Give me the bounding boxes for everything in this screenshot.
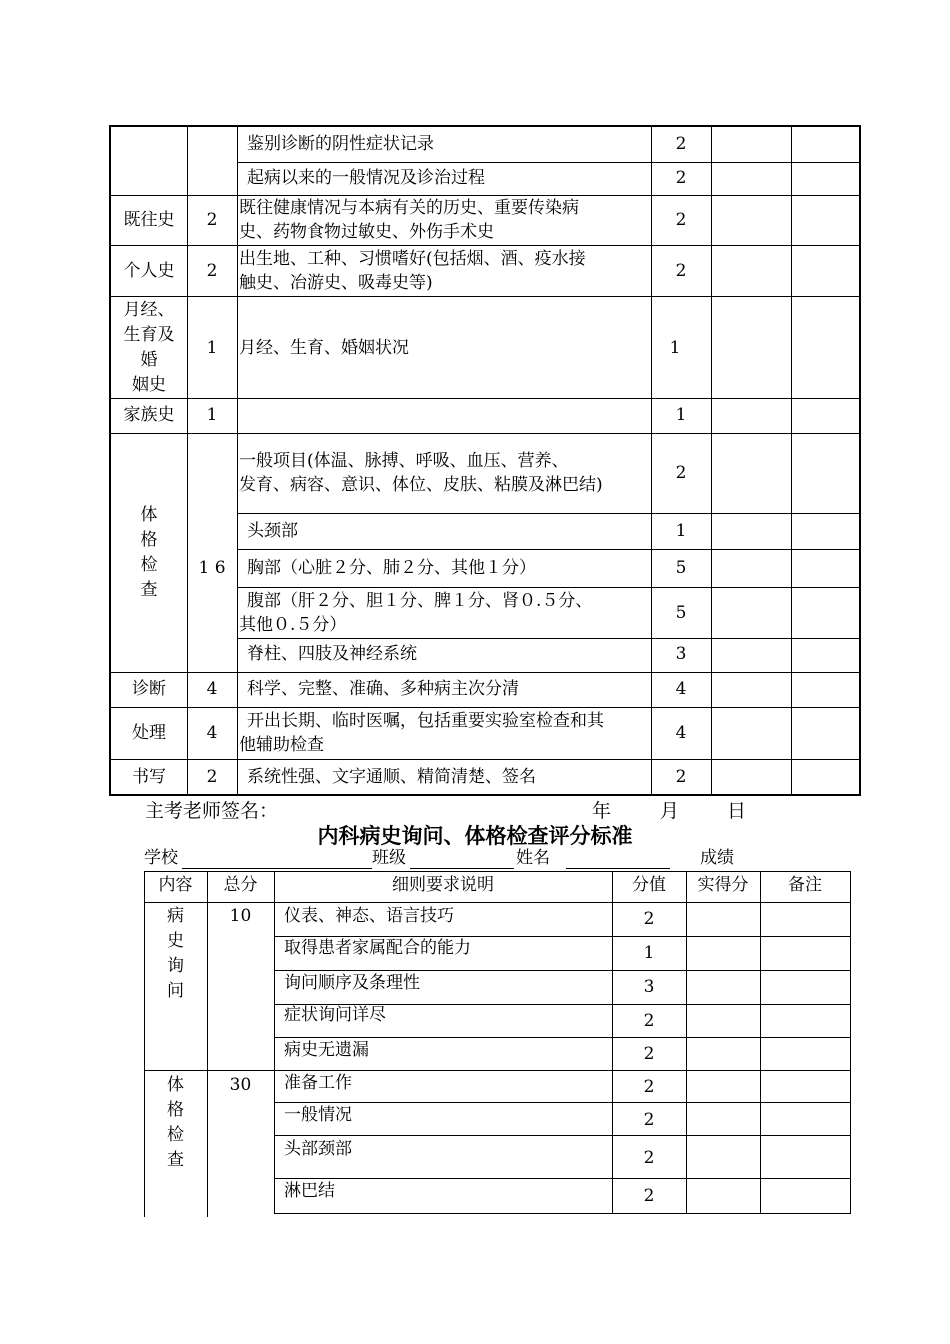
name-label: 姓名: [516, 848, 550, 868]
col-divider: [274, 871, 275, 1214]
row-divider: [144, 871, 851, 872]
score-value: 2: [675, 134, 687, 154]
header-criteria: 细则要求说明: [392, 875, 494, 895]
row-divider: [237, 513, 859, 514]
score-value: 4: [675, 679, 687, 699]
col-divider: [686, 871, 687, 1214]
total-score: 2: [206, 767, 218, 787]
criteria-text: 他辅助检查: [239, 735, 324, 755]
score-value: 4: [675, 723, 687, 743]
score-value: 2: [643, 909, 655, 929]
category-label: 问: [167, 981, 184, 1001]
row-divider: [237, 549, 859, 550]
row-divider: [144, 902, 851, 903]
score-value: 2: [675, 168, 687, 188]
header-total: 总分: [223, 875, 258, 895]
row-divider: [111, 296, 859, 297]
criteria-text: 头部颈部: [284, 1139, 352, 1159]
score-value: 2: [643, 1044, 655, 1064]
examiner-signature-label: 主考老师签名：: [145, 800, 279, 822]
total-score: 1 6: [198, 558, 226, 578]
category-label: 处理: [132, 723, 166, 743]
col-divider: [791, 127, 792, 794]
score-value: 2: [675, 463, 687, 483]
category-label: 姻史: [132, 375, 166, 395]
criteria-text: 开出长期、临时医嘱，包括重要实验室检查和其: [247, 711, 604, 731]
row-divider: [111, 707, 859, 708]
total-score: 1: [206, 338, 218, 358]
category-label: 生育及: [123, 325, 175, 345]
category-label: 检: [167, 1125, 184, 1145]
criteria-text: 仪表、神态、语言技巧: [284, 906, 454, 926]
category-label: 既往史: [123, 210, 175, 230]
date-month-label: 月: [660, 800, 680, 822]
criteria-text: 科学、完整、准确、多种病主次分清: [247, 679, 519, 699]
name-blank: [566, 868, 670, 869]
criteria-text: 腹部（肝２分、胆１分、脾１分、肾０.５分、: [247, 591, 593, 611]
criteria-text: 起病以来的一般情况及诊治过程: [247, 168, 485, 188]
total-score: 4: [206, 723, 218, 743]
score-value: 2: [643, 1186, 655, 1206]
row-divider: [111, 398, 859, 399]
criteria-text: 系统性强、文字通顺、精简清楚、签名: [247, 767, 536, 787]
category-label: 体: [140, 505, 158, 525]
category-label: 查: [140, 580, 158, 600]
row-divider: [111, 245, 859, 246]
criteria-text: 询问顺序及条理性: [284, 973, 420, 993]
criteria-text: 胸部（心脏２分、肺２分、其他１分）: [247, 558, 536, 578]
criteria-text: 触史、冶游史、吸毒史等): [239, 273, 433, 293]
criteria-text: 准备工作: [284, 1073, 352, 1093]
col-divider: [850, 871, 851, 1214]
criteria-text: 症状询问详尽: [284, 1005, 386, 1025]
score-value: 3: [675, 644, 687, 664]
total-score: 1: [206, 405, 218, 425]
header-score: 分值: [632, 875, 666, 895]
row-divider: [111, 759, 859, 760]
row-divider: [274, 1102, 851, 1103]
row-divider: [274, 1213, 851, 1214]
col-divider: [760, 871, 761, 1214]
score-value: 1: [675, 405, 687, 425]
col-divider: [711, 127, 712, 794]
row-divider: [274, 1178, 851, 1179]
total-score: 2: [206, 210, 218, 230]
score-value: 1: [669, 338, 681, 358]
criteria-text: 头颈部: [247, 521, 298, 541]
category-label: 个人史: [123, 261, 175, 281]
date-day-label: 日: [727, 800, 747, 822]
category-label: 询: [167, 956, 184, 976]
category-label: 格: [140, 530, 158, 550]
category-label: 查: [167, 1150, 184, 1170]
scoring-table: [144, 871, 851, 1217]
category-label: 体: [167, 1075, 184, 1095]
criteria-text: 脊柱、四肢及神经系统: [247, 644, 417, 664]
score-value: 3: [643, 977, 655, 997]
row-divider: [237, 638, 859, 639]
criteria-text: 一般项目(体温、脉搏、呼吸、血压、营养、: [239, 451, 569, 471]
category-label: 史: [167, 931, 184, 951]
score-value: 2: [643, 1110, 655, 1130]
criteria-text: 取得患者家属配合的能力: [284, 938, 471, 958]
row-divider: [111, 672, 859, 673]
criteria-text: 发育、病容、意识、体位、皮肤、粘膜及淋巴结): [239, 475, 603, 495]
school-label: 学校: [144, 848, 178, 868]
category-label: 病: [167, 906, 184, 926]
score-value: 5: [675, 558, 687, 578]
category-label: 诊断: [132, 679, 166, 699]
criteria-text: 鉴别诊断的阴性症状记录: [247, 134, 434, 154]
grade-label: 成绩: [700, 848, 734, 868]
criteria-text: 既往健康情况与本病有关的历史、重要传染病: [239, 198, 579, 218]
criteria-text: 其他０.５分）: [239, 615, 347, 635]
total-score: 30: [229, 1075, 252, 1095]
row-divider: [237, 587, 859, 588]
row-divider: [274, 1135, 851, 1136]
category-label: 婚: [140, 350, 158, 370]
header-remarks: 备注: [788, 875, 822, 895]
score-value: 5: [675, 603, 687, 623]
header-content: 内容: [158, 875, 193, 895]
criteria-text: 史、药物食物过敏史、外伤手术史: [239, 222, 494, 242]
school-blank: [182, 868, 372, 869]
score-value: 1: [643, 943, 655, 963]
class-label: 班级: [372, 848, 406, 868]
page-title: 内科病史询问、体格检查评分标准: [317, 823, 633, 848]
criteria-text: 出生地、工种、习惯嗜好(包括烟、酒、疫水接: [239, 249, 586, 269]
total-score: 2: [206, 261, 218, 281]
score-value: 2: [643, 1077, 655, 1097]
total-score: 4: [206, 679, 218, 699]
criteria-text: 病史无遗漏: [284, 1040, 369, 1060]
score-value: 2: [675, 261, 687, 281]
total-score: 10: [229, 906, 252, 926]
criteria-text: 淋巴结: [284, 1181, 335, 1201]
category-label: 书写: [132, 767, 166, 787]
scoring-table-continued: [109, 125, 861, 796]
score-value: 2: [643, 1011, 655, 1031]
category-label: 格: [167, 1100, 184, 1120]
score-value: 2: [675, 210, 687, 230]
score-value: 2: [643, 1148, 655, 1168]
date-year-label: 年: [592, 800, 612, 822]
category-label: 检: [140, 555, 158, 575]
row-divider: [144, 1070, 851, 1071]
score-value: 1: [675, 521, 687, 541]
criteria-text: 一般情况: [284, 1105, 352, 1125]
score-value: 2: [675, 767, 687, 787]
header-earned: 实得分: [697, 875, 749, 895]
criteria-text: 月经、生育、婚姻状况: [239, 338, 409, 358]
col-divider: [237, 127, 238, 794]
class-blank: [410, 868, 514, 869]
category-label: 家族史: [123, 405, 175, 425]
row-divider: [111, 433, 859, 434]
row-divider: [237, 162, 859, 163]
category-label: 月经、: [123, 300, 175, 320]
